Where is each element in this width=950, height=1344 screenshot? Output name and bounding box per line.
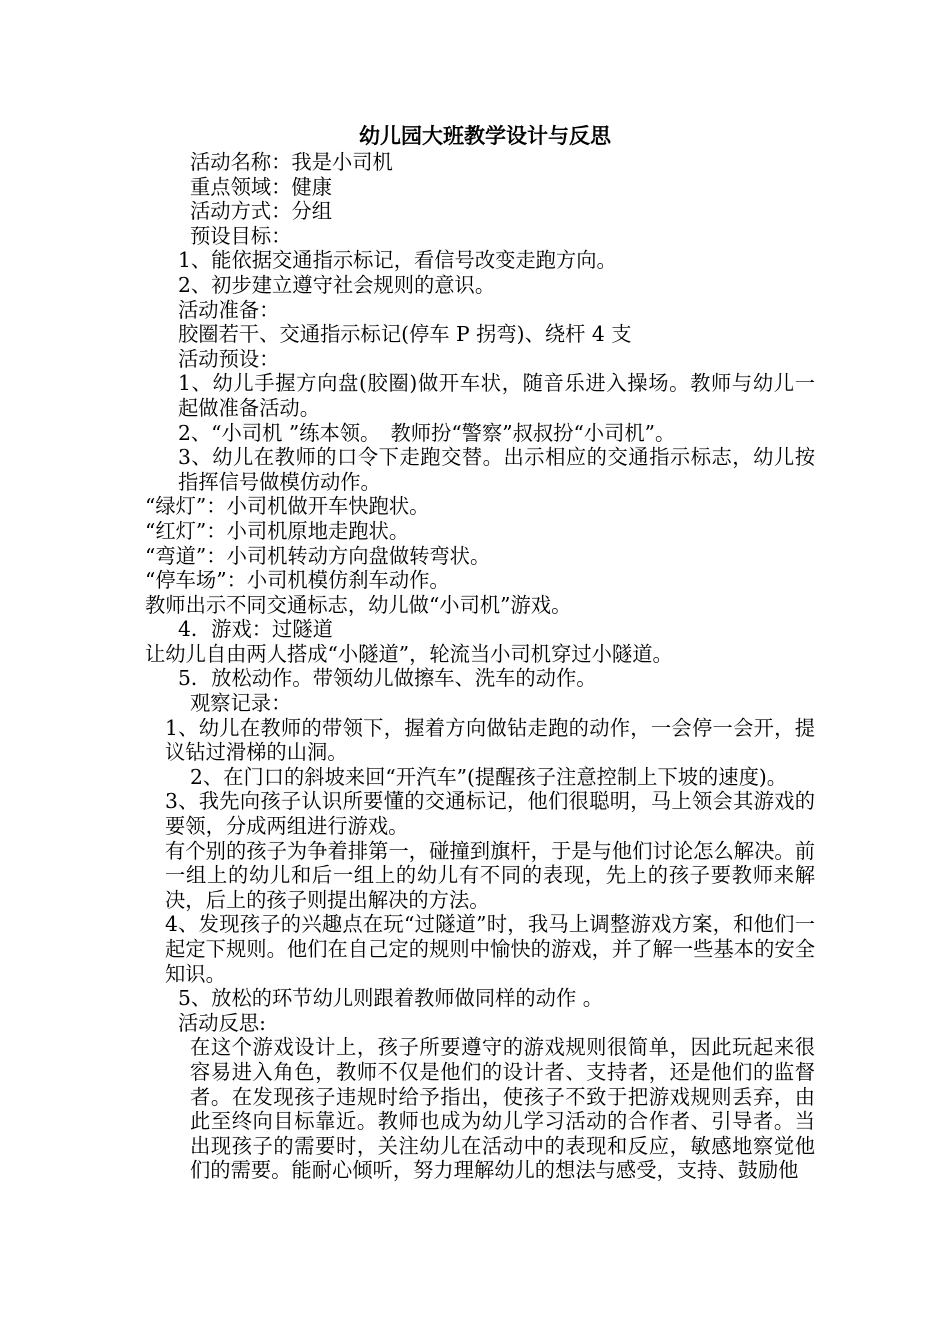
document-line: 活动反思: <box>178 1010 266 1035</box>
document-line: 观察记录： <box>190 691 292 716</box>
document-paragraph: 3、我先向孩子认识所要懂的交通标记，他们很聪明，马上领会其游戏的要领，分成两组进行游戏。 <box>165 789 815 839</box>
document-paragraph: 1、幼儿手握方向盘(胶圈)做开车状，随音乐进入操场。教师与幼儿一起做准备活动。 <box>178 371 815 420</box>
document-line: 活动名称：我是小司机 <box>190 150 393 174</box>
document-line: 教师出示不同交通标志，幼儿做“小司机”游戏。 <box>145 592 572 617</box>
document-line: 让幼儿自由两人搭成“小隧道”，轮流当小司机穿过小隧道。 <box>145 641 673 666</box>
document-line: “绿灯”：小司机做开车快跑状。 <box>145 494 430 519</box>
document-line: 5、放松的环节幼儿则跟着教师做同样的动作 。 <box>178 986 603 1011</box>
document-line: 1、能依据交通指示标记，看信号改变走跑方向。 <box>178 248 617 273</box>
document-line: 预设目标： <box>190 223 292 248</box>
document-body <box>145 150 815 1183</box>
document-paragraph: 有个别的孩子为争着排第一，碰撞到旗杆，于是与他们讨论怎么解决。前一组上的幼儿和后一组上的幼儿有不同的表现，先上的孩子要教师来解决，后上的孩子则提出解决的方法。 <box>165 838 815 912</box>
document-line: 2、“小司机 ”练本领。 教师扮“警察”叔叔扮“小司机”。 <box>178 420 676 445</box>
document-line: 活动准备： <box>178 297 280 322</box>
document-paragraph: 在这个游戏设计上，孩子所要遵守的游戏规则很简单，因此玩起来很容易进入角色，教师不仅是他们的设计者、支持者，还是他们的监督者。在发现孩子违规时给予指出，使孩子不致于把游戏规则丢弃，由此至终向目标靠近。教师也成为幼儿学习活动的合作者、引导者。当出现孩子的需要时，关注幼儿在活动中的表现和反应，敏感地察觉他们的需要。能耐心倾听，努力理解幼儿的想法与感受，支持、鼓励他 <box>190 1035 815 1183</box>
document-line: 4．游戏：过隧道 <box>178 617 333 642</box>
document-paragraph: 1、幼儿在教师的带领下，握着方向做钻走跑的动作，一会停一会开，提议钻过滑梯的山洞。 <box>165 715 815 765</box>
document-paragraph: 2、在门口的斜坡来回“开汽车”(提醒孩子注意控制上下坡的速度)。 <box>190 764 788 789</box>
document-title: 幼儿园大班教学设计与反思 <box>359 123 611 148</box>
document-line: “弯道”：小司机转动方向盘做转弯状。 <box>145 543 491 568</box>
document-line: 重点领域：健康 <box>190 174 332 199</box>
document-paragraph: 3、幼儿在教师的口令下走跑交替。出示相应的交通指示标志，幼儿按指挥信号做模仿动作。 <box>178 445 815 494</box>
document-line: “红灯”：小司机原地走跑状。 <box>145 518 410 543</box>
document-paragraph: 4、发现孩子的兴趣点在玩“过隧道”时，我马上调整游戏方案，和他们一起定下规则。他们在自己定的规则中愉快的游戏，并了解一些基本的安全知识。 <box>165 912 815 986</box>
document-line: 5．放松动作。带领幼儿做擦车、洗车的动作。 <box>178 666 597 691</box>
document-page <box>145 122 815 1183</box>
document-line: 胶圈若干、交通指示标记(停车 P 拐弯)、绕杆 4 支 <box>178 322 632 347</box>
document-line: 活动方式：分组 <box>190 199 332 224</box>
document-line: 活动预设： <box>178 346 280 371</box>
document-line: “停车场”：小司机模仿刹车动作。 <box>145 568 450 593</box>
document-line: 2、初步建立遵守社会规则的意识。 <box>178 272 496 297</box>
